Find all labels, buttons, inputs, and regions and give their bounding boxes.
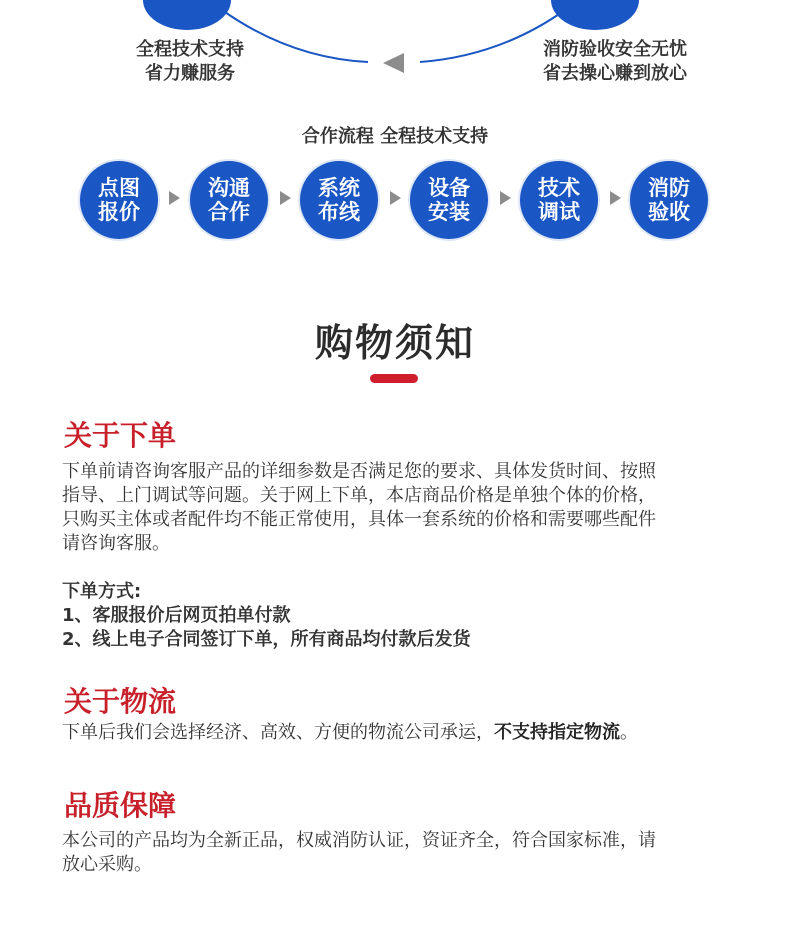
flow-step-label: 调试 xyxy=(538,200,580,224)
flow-step-label: 沟通 xyxy=(208,176,250,200)
logistics-text-bold: 不支持指定物流 xyxy=(494,722,620,743)
feature-left-line1: 全程技术支持 xyxy=(136,39,244,60)
cycle-arrow-icon xyxy=(383,53,404,73)
flow-step-wiring xyxy=(300,161,378,239)
title-underline xyxy=(370,374,418,383)
cycle-circle-right xyxy=(551,0,639,30)
quality-line: 放心采购。 xyxy=(62,854,152,875)
order-method-label: 下单方式: xyxy=(62,581,142,602)
flow-step-label: 系统 xyxy=(318,176,360,200)
flow-arrow-icon xyxy=(280,191,291,205)
flow-step-quote xyxy=(80,161,158,239)
cycle-circle-left xyxy=(143,0,231,30)
notice-title: 购物须知 xyxy=(314,321,475,365)
flow-step-communicate xyxy=(190,161,268,239)
flow-arrow-icon xyxy=(169,191,180,205)
flow-step-install xyxy=(410,161,488,239)
order-line: 请咨询客服。 xyxy=(62,533,170,554)
order-methods xyxy=(62,580,742,652)
flow-step-label: 报价 xyxy=(98,200,140,224)
quality-text xyxy=(62,829,742,877)
flow-step-label: 安装 xyxy=(428,200,470,224)
flow-step-label: 布线 xyxy=(318,200,360,224)
flow-step-label: 消防 xyxy=(648,176,690,200)
order-heading: 关于下单 xyxy=(64,419,177,452)
order-line: 只购买主体或者配件均不能正常使用，具体一套系统的价格和需要哪些配件 xyxy=(62,509,656,530)
logistics-text-normal: 下单后我们会选择经济、高效、方便的物流公司承运， xyxy=(62,722,494,743)
order-line: 指导、上门调试等问题。关于网上下单，本店商品价格是单独个体的价格， xyxy=(62,485,656,506)
flow-step-acceptance xyxy=(630,161,708,239)
flow-step-label: 验收 xyxy=(648,200,690,224)
quality-heading: 品质保障 xyxy=(64,789,177,822)
logistics-heading: 关于物流 xyxy=(64,685,177,718)
flow-arrow-icon xyxy=(500,191,511,205)
feature-right xyxy=(520,38,710,86)
flow-step-label: 技术 xyxy=(538,176,580,200)
logistics-text-tail: 。 xyxy=(620,722,638,743)
flow-step-label: 设备 xyxy=(428,176,470,200)
quality-line: 本公司的产品均为全新正品，权威消防认证，资证齐全，符合国家标准，请 xyxy=(62,830,656,851)
flow-step-debug xyxy=(520,161,598,239)
order-method-item: 2、线上电子合同签订下单，所有商品均付款后发货 xyxy=(62,629,471,650)
feature-right-line2: 省去操心赚到放心 xyxy=(543,63,687,84)
order-line: 下单前请咨询客服产品的详细参数是否满足您的要求、具体发货时间、按照 xyxy=(62,461,656,482)
order-method-item: 1、客服报价后网页拍单付款 xyxy=(62,605,291,626)
flow-arrow-icon xyxy=(390,191,401,205)
flow-step-label: 点图 xyxy=(98,176,140,200)
feature-left-line2: 省力赚服务 xyxy=(145,63,235,84)
feature-right-line1: 消防验收安全无忧 xyxy=(543,39,687,60)
flow-step-label: 合作 xyxy=(208,200,250,224)
order-description xyxy=(62,460,742,556)
flow-title: 合作流程 全程技术支持 xyxy=(301,126,489,147)
feature-left xyxy=(110,38,270,86)
flow-arrow-icon xyxy=(610,191,621,205)
logistics-text xyxy=(62,721,742,745)
